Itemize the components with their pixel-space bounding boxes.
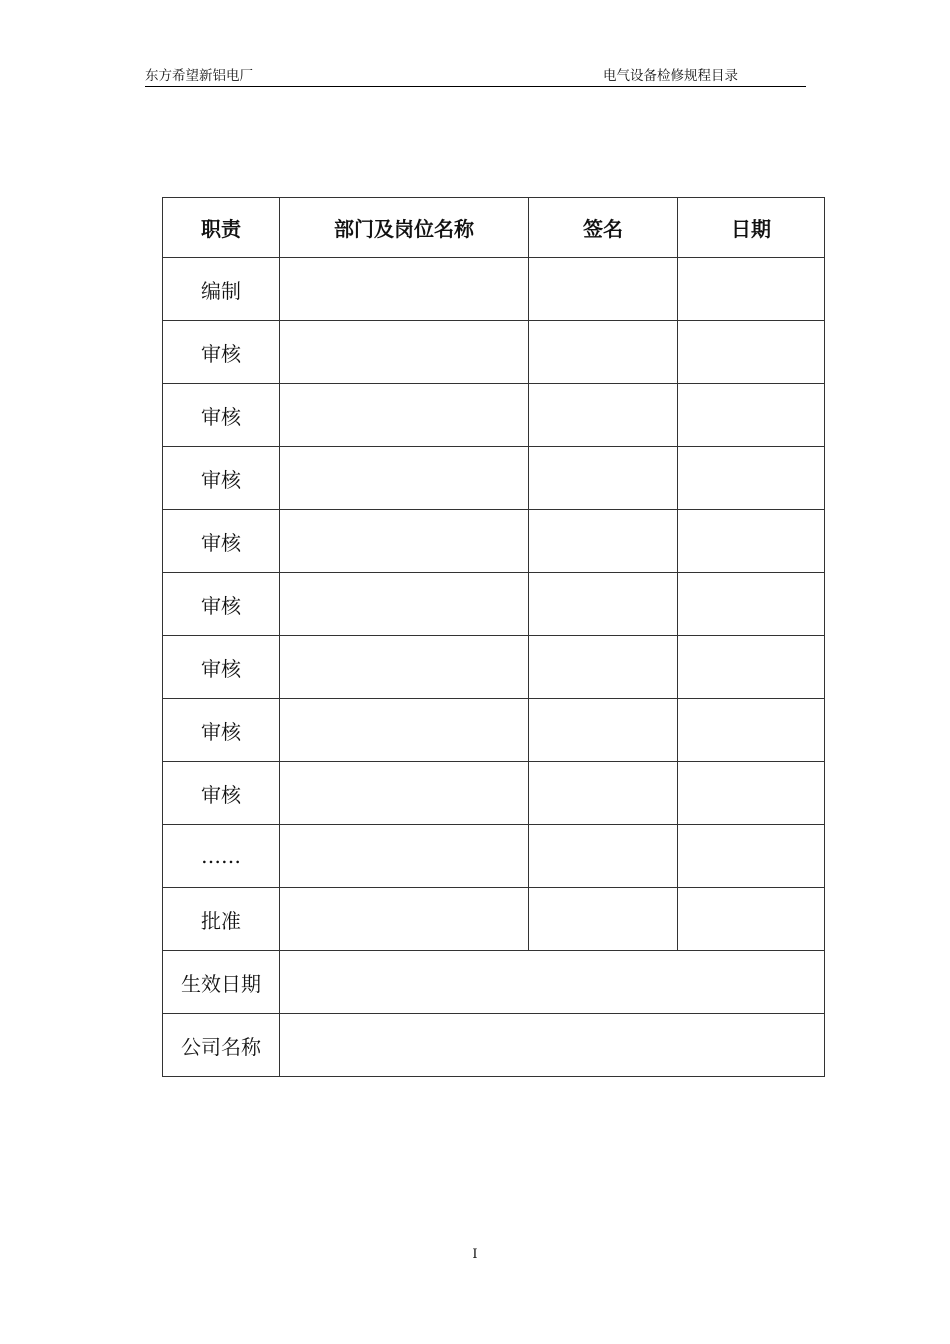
signature-cell[interactable] bbox=[529, 384, 678, 447]
role-cell: 审核 bbox=[163, 321, 280, 384]
date-cell[interactable] bbox=[678, 510, 825, 573]
table-row bbox=[163, 636, 825, 699]
dept-cell[interactable] bbox=[280, 699, 529, 762]
table-row bbox=[163, 762, 825, 825]
table-row bbox=[163, 573, 825, 636]
date-cell[interactable] bbox=[678, 258, 825, 321]
signature-cell[interactable] bbox=[529, 573, 678, 636]
dept-cell[interactable] bbox=[280, 636, 529, 699]
signature-cell[interactable] bbox=[529, 321, 678, 384]
dept-cell[interactable] bbox=[280, 573, 529, 636]
role-cell: …… bbox=[163, 825, 280, 888]
dept-cell[interactable] bbox=[280, 258, 529, 321]
column-header-role: 职责 bbox=[163, 198, 280, 258]
effective-date-row bbox=[163, 951, 825, 1014]
table-header-row bbox=[163, 198, 825, 258]
role-cell: 审核 bbox=[163, 510, 280, 573]
role-cell: 审核 bbox=[163, 447, 280, 510]
signature-cell[interactable] bbox=[529, 447, 678, 510]
signature-cell[interactable] bbox=[529, 888, 678, 951]
company-name-row bbox=[163, 1014, 825, 1077]
column-header-dept: 部门及岗位名称 bbox=[280, 198, 529, 258]
table-row bbox=[163, 825, 825, 888]
date-cell[interactable] bbox=[678, 762, 825, 825]
signature-cell[interactable] bbox=[529, 510, 678, 573]
dept-cell[interactable] bbox=[280, 888, 529, 951]
column-header-signature: 签名 bbox=[529, 198, 678, 258]
dept-cell[interactable] bbox=[280, 510, 529, 573]
date-cell[interactable] bbox=[678, 573, 825, 636]
effective-date-label: 生效日期 bbox=[163, 951, 280, 1014]
header-doc-title: 电气设备检修规程目录 bbox=[603, 68, 738, 84]
header-company: 东方希望新铝电厂 bbox=[145, 68, 253, 84]
table-row bbox=[163, 699, 825, 762]
effective-date-value[interactable] bbox=[280, 951, 825, 1014]
signature-cell[interactable] bbox=[529, 636, 678, 699]
dept-cell[interactable] bbox=[280, 762, 529, 825]
approval-table bbox=[162, 197, 825, 1077]
date-cell[interactable] bbox=[678, 636, 825, 699]
page-header bbox=[145, 66, 806, 87]
table-row bbox=[163, 258, 825, 321]
role-cell: 审核 bbox=[163, 384, 280, 447]
table-row bbox=[163, 447, 825, 510]
signature-cell[interactable] bbox=[529, 825, 678, 888]
dept-cell[interactable] bbox=[280, 447, 529, 510]
role-cell: 批准 bbox=[163, 888, 280, 951]
page-number: I bbox=[472, 1247, 478, 1262]
company-name-label: 公司名称 bbox=[163, 1014, 280, 1077]
dept-cell[interactable] bbox=[280, 384, 529, 447]
role-cell: 编制 bbox=[163, 258, 280, 321]
signature-cell[interactable] bbox=[529, 258, 678, 321]
date-cell[interactable] bbox=[678, 321, 825, 384]
role-cell: 审核 bbox=[163, 573, 280, 636]
role-cell: 审核 bbox=[163, 636, 280, 699]
role-cell: 审核 bbox=[163, 762, 280, 825]
table-row bbox=[163, 888, 825, 951]
company-name-value[interactable] bbox=[280, 1014, 825, 1077]
signature-cell[interactable] bbox=[529, 762, 678, 825]
date-cell[interactable] bbox=[678, 699, 825, 762]
signature-cell[interactable] bbox=[529, 699, 678, 762]
dept-cell[interactable] bbox=[280, 321, 529, 384]
dept-cell[interactable] bbox=[280, 825, 529, 888]
role-cell: 审核 bbox=[163, 699, 280, 762]
column-header-date: 日期 bbox=[678, 198, 825, 258]
table-row bbox=[163, 384, 825, 447]
table-row bbox=[163, 510, 825, 573]
date-cell[interactable] bbox=[678, 447, 825, 510]
date-cell[interactable] bbox=[678, 888, 825, 951]
date-cell[interactable] bbox=[678, 384, 825, 447]
date-cell[interactable] bbox=[678, 825, 825, 888]
table-row bbox=[163, 321, 825, 384]
